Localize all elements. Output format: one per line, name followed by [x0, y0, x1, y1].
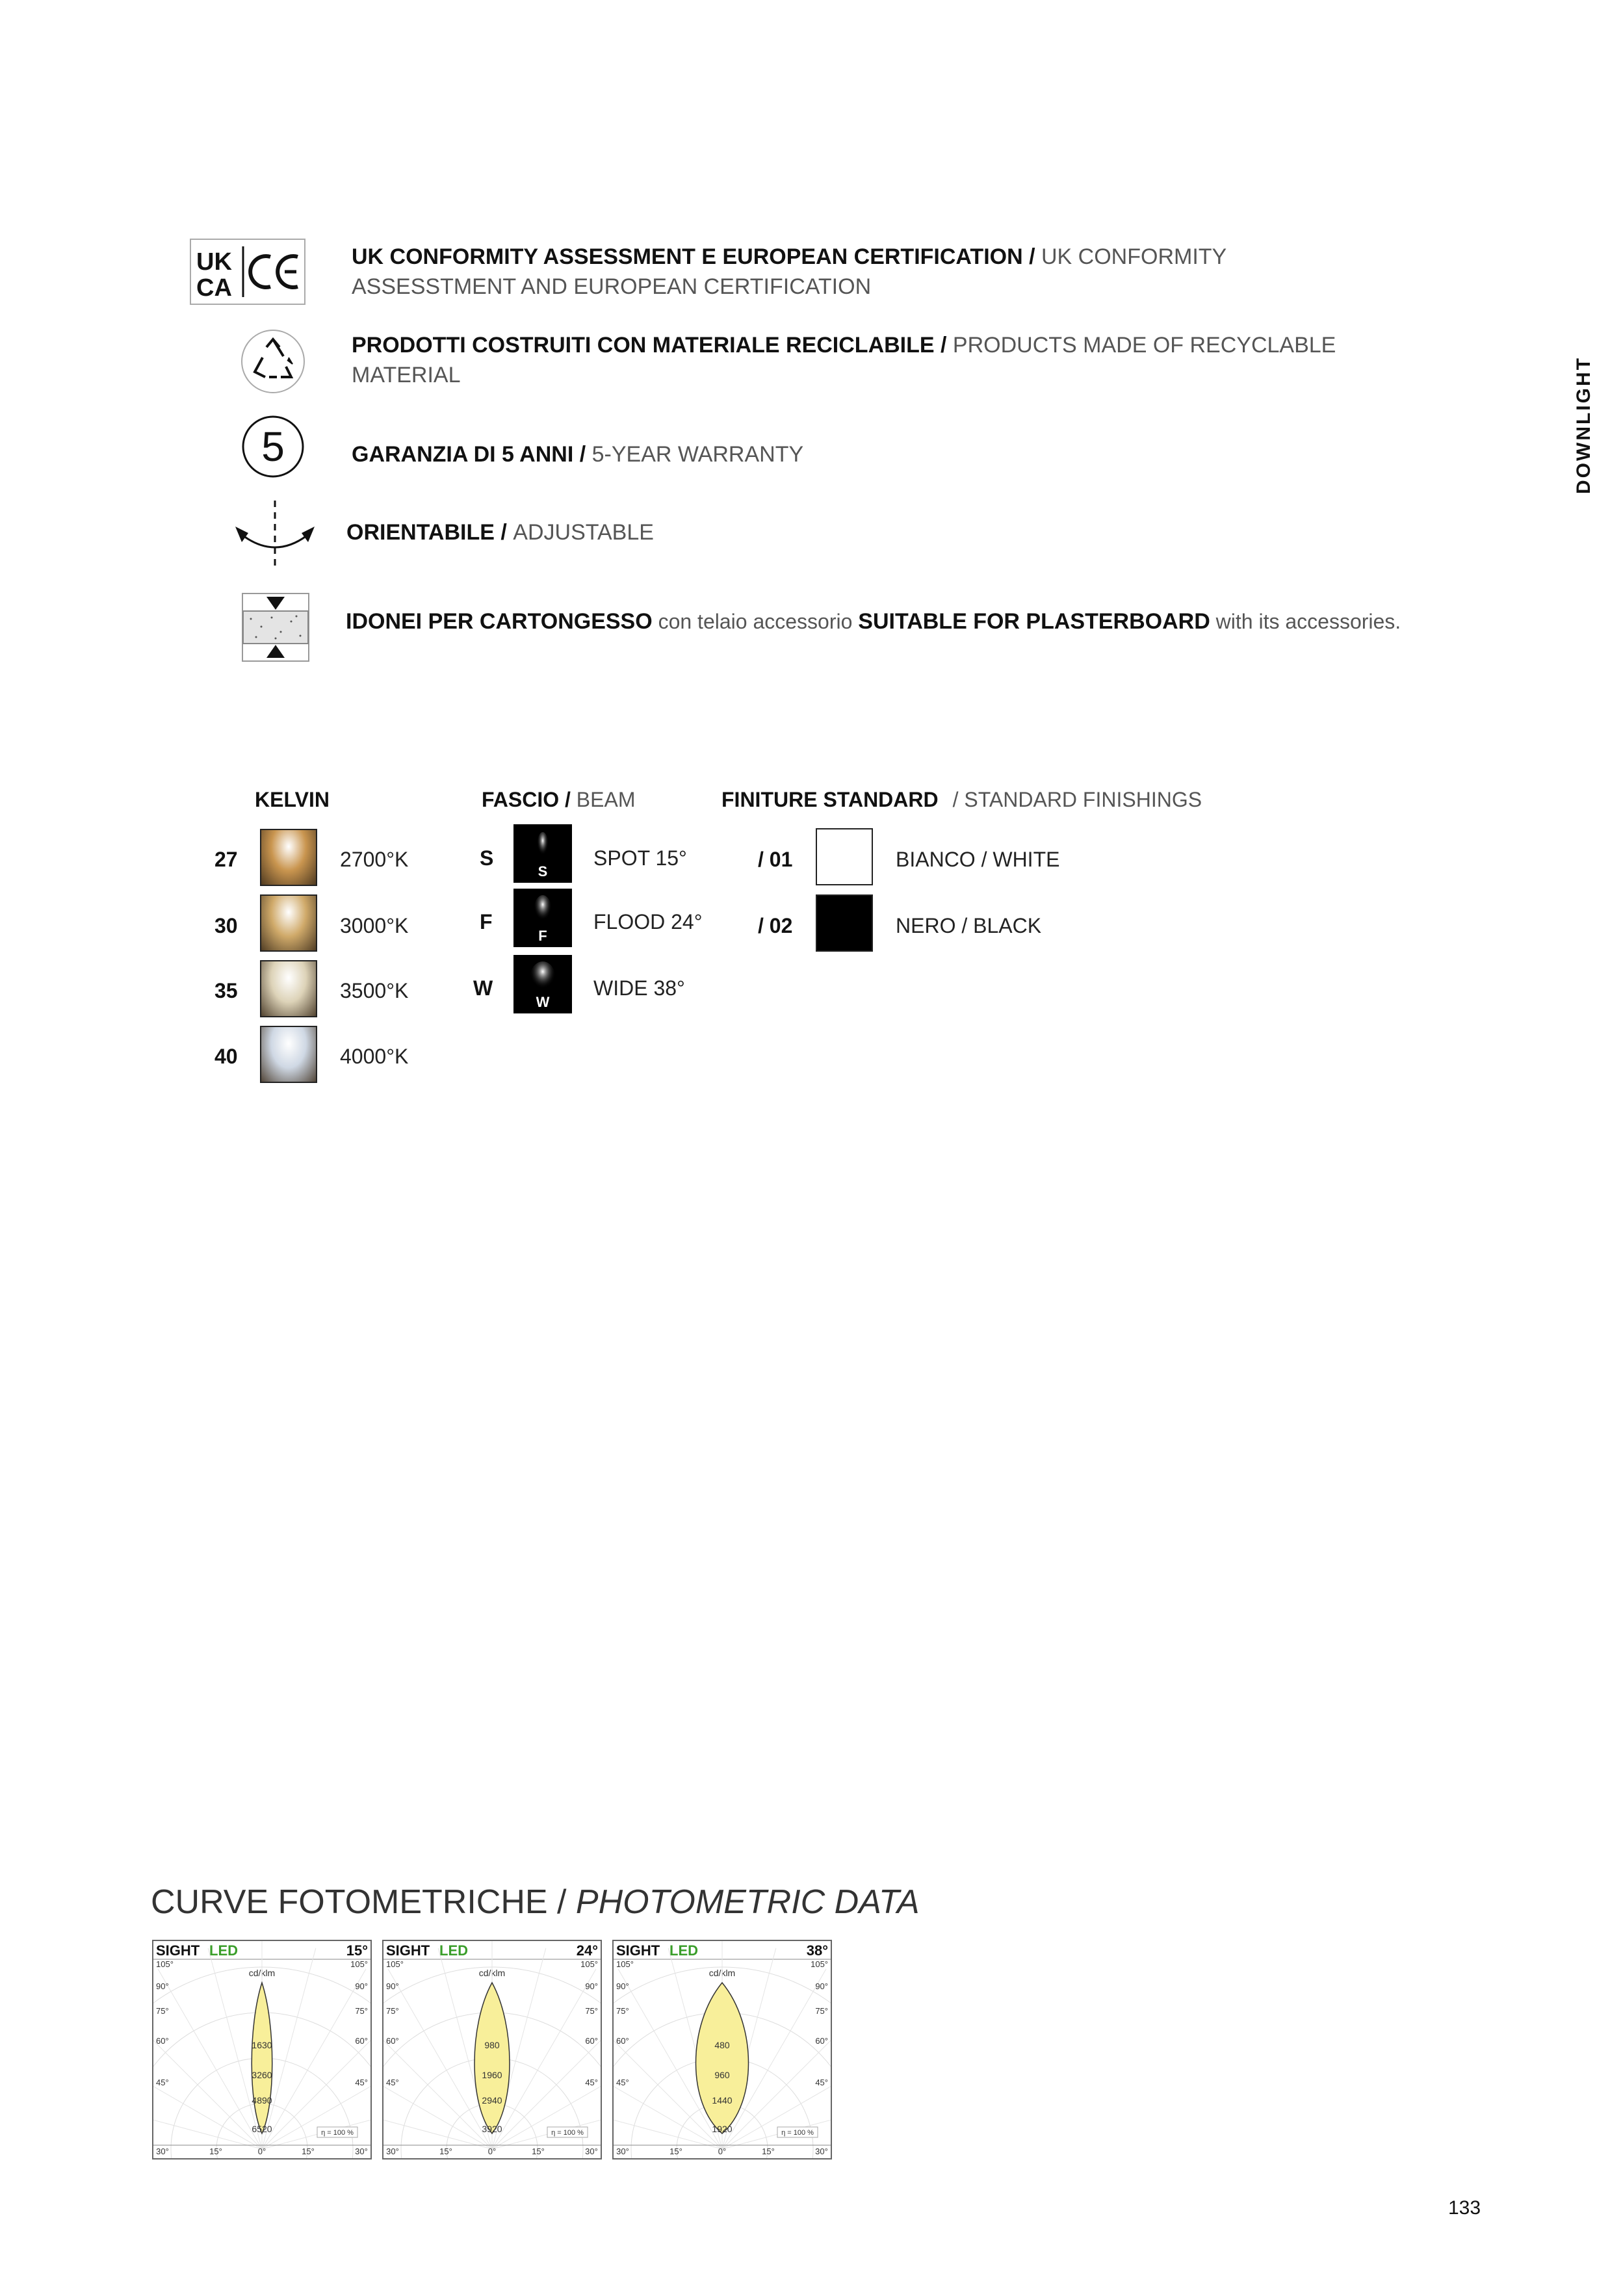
kelvin-code-27: 27	[214, 848, 238, 871]
intensity-value: 1920	[712, 2124, 733, 2134]
intensity-value: 6520	[252, 2124, 272, 2134]
recycle-icon	[240, 329, 305, 394]
panel-angle: 24°	[576, 1942, 598, 1959]
kelvin-header	[255, 788, 330, 812]
angle-label-right: 45°	[815, 2078, 828, 2087]
kelvin-header-label: KELVIN	[255, 788, 330, 811]
beam-header	[482, 788, 635, 812]
finish-code-02: / 02	[758, 914, 793, 937]
cert-plasterboard-small1: con telaio accessorio	[652, 610, 859, 633]
intensity-value: 3920	[482, 2124, 502, 2134]
cert-recycle-text	[352, 330, 1336, 390]
photometric-lobe	[252, 1983, 272, 2133]
angle-label-left: 45°	[386, 2078, 399, 2087]
angle-label-right: 90°	[585, 1981, 598, 1991]
svg-text:UK: UK	[196, 248, 232, 276]
angle-label-left: 105°	[616, 1959, 634, 1969]
beam-wide-icon	[513, 955, 572, 1013]
cert-sep: /	[573, 442, 592, 467]
side-label-downlight: DOWNLIGHT	[1573, 356, 1594, 494]
cert-recycle-light2: MATERIAL	[352, 363, 461, 387]
angle-label-left: 60°	[386, 2036, 399, 2046]
cert-plasterboard-small2: with its accessories.	[1210, 610, 1401, 633]
angle-label-left: 60°	[156, 2036, 169, 2046]
plasterboard-icon	[242, 593, 309, 662]
cert-plasterboard-bold2: SUITABLE FOR PLASTERBOARD	[858, 609, 1210, 634]
kelvin-code-35: 35	[214, 979, 238, 1002]
panel-angle: 38°	[806, 1942, 828, 1959]
cert-ukca-light2: ASSESSTMENT AND EUROPEAN CERTIFICATION	[352, 274, 872, 299]
photometric-title-main: CURVE FOTOMETRICHE /	[151, 1883, 576, 1921]
angle-label-left: 45°	[616, 2078, 629, 2087]
angle-label-bottom: 0°	[257, 2146, 266, 2156]
kelvin-label-2700: 2700°K	[340, 848, 409, 871]
angle-label-right: 45°	[355, 2078, 368, 2087]
finishes-header-bold: FINITURE STANDARD	[721, 788, 939, 811]
angle-label-bottom: 15°	[762, 2146, 775, 2156]
finish-label-black: NERO / BLACK	[896, 914, 1042, 937]
intensity-value: 960	[714, 2070, 730, 2080]
angle-label-left: 90°	[386, 1981, 399, 1991]
photometric-panel-38	[612, 1940, 832, 2159]
finish-label-white: BIANCO / WHITE	[896, 848, 1060, 871]
kelvin-code-40: 40	[214, 1045, 238, 1068]
finish-swatch-white	[816, 828, 873, 885]
angle-label-left: 105°	[386, 1959, 404, 1969]
angle-label-left: 75°	[616, 2006, 629, 2016]
angle-label-bottom: 30°	[156, 2146, 169, 2156]
grid-ray	[383, 2095, 492, 2149]
adjustable-icon	[233, 499, 317, 567]
kelvin-swatch-3500	[260, 960, 317, 1017]
kelvin-swatch-4000	[260, 1026, 317, 1083]
warranty-5-number: 5	[261, 423, 285, 470]
kelvin-label-4000: 4000°K	[340, 1045, 409, 1068]
angle-label-left: 60°	[616, 2036, 629, 2046]
brand-led: LED	[439, 1942, 468, 1959]
cert-adjustable-light: ADJUSTABLE	[513, 520, 654, 545]
beam-flood-icon	[513, 889, 572, 947]
unit-label: cd/klm	[478, 1968, 506, 1978]
angle-label-bottom: 30°	[585, 2146, 598, 2156]
beam-label-spot: SPOT 15°	[593, 846, 687, 870]
beam-label-flood: FLOOD 24°	[593, 910, 703, 933]
finishes-header-light: / STANDARD FINISHINGS	[952, 788, 1202, 811]
brand-led: LED	[669, 1942, 698, 1959]
intensity-value: 4890	[252, 2095, 272, 2106]
cert-warranty-bold: GARANZIA DI 5 ANNI	[352, 442, 574, 467]
efficiency-label: η = 100 %	[551, 2129, 584, 2137]
angle-label-right: 60°	[585, 2036, 598, 2046]
intensity-value: 480	[714, 2040, 730, 2050]
angle-label-left: 75°	[156, 2006, 169, 2016]
beam-code-w: W	[473, 976, 493, 1000]
angle-label-bottom: 15°	[532, 2146, 545, 2156]
brand-led: LED	[209, 1942, 238, 1959]
cert-ukca-bold: UK CONFORMITY ASSESSMENT E EUROPEAN CERTIFICATION	[352, 244, 1023, 269]
finish-code-01: / 01	[758, 848, 793, 871]
cert-warranty-light: 5-YEAR WARRANTY	[591, 442, 804, 467]
grid-ray	[492, 2095, 601, 2149]
intensity-value: 1440	[712, 2095, 733, 2106]
angle-label-right: 75°	[355, 2006, 368, 2016]
kelvin-label-3000: 3000°K	[340, 914, 409, 937]
intensity-value: 1630	[252, 2040, 272, 2050]
angle-label-left: 90°	[616, 1981, 629, 1991]
angle-label-right: 105°	[811, 1959, 828, 1969]
angle-label-bottom: 0°	[718, 2146, 727, 2156]
intensity-value: 980	[484, 2040, 500, 2050]
angle-label-right: 45°	[585, 2078, 598, 2087]
unit-label: cd/klm	[248, 1968, 276, 1978]
warranty-5-icon	[240, 414, 305, 479]
beam-header-light: BEAM	[570, 788, 636, 811]
beam-spot-letter: S	[538, 863, 548, 880]
angle-label-left: 105°	[156, 1959, 174, 1969]
cert-sep: /	[1022, 244, 1041, 269]
angle-label-right: 105°	[350, 1959, 368, 1969]
grid-ray	[153, 2095, 262, 2149]
finish-swatch-black	[816, 894, 873, 952]
beam-label-wide: WIDE 38°	[593, 976, 685, 1000]
photometric-lobe	[696, 1983, 749, 2133]
grid-ray	[158, 1969, 262, 2149]
cert-sep: /	[934, 333, 953, 358]
angle-label-bottom: 0°	[487, 2146, 497, 2156]
grid-ray	[262, 2095, 370, 2149]
angle-label-right: 60°	[815, 2036, 828, 2046]
cert-recycle-bold: PRODOTTI COSTRUITI CON MATERIALE RECICLABILE	[352, 333, 935, 358]
angle-label-bottom: 15°	[209, 2146, 222, 2156]
cert-adjustable-text	[346, 517, 654, 547]
cert-plasterboard-text	[346, 607, 1401, 636]
kelvin-label-3500: 3500°K	[340, 979, 409, 1002]
angle-label-left: 90°	[156, 1981, 169, 1991]
intensity-value: 2940	[482, 2095, 502, 2106]
cert-adjustable-bold: ORIENTABILE	[346, 520, 495, 545]
grid-ray	[262, 1969, 366, 2149]
angle-label-left: 75°	[386, 2006, 399, 2016]
photometric-lobe	[474, 1983, 510, 2133]
grid-ray	[153, 2045, 262, 2149]
photometric-panel-15	[152, 1940, 372, 2159]
intensity-value: 1960	[482, 2070, 502, 2080]
angle-label-bottom: 30°	[616, 2146, 629, 2156]
cert-warranty-text	[352, 439, 803, 469]
angle-label-left: 45°	[156, 2078, 169, 2087]
cert-ukca-text	[352, 242, 1227, 302]
svg-text:CA: CA	[196, 274, 232, 302]
angle-label-right: 75°	[585, 2006, 598, 2016]
brand-sight: SIGHT	[616, 1942, 660, 1959]
angle-label-right: 90°	[815, 1981, 828, 1991]
angle-label-bottom: 15°	[439, 2146, 452, 2156]
efficiency-label: η = 100 %	[781, 2129, 814, 2137]
angle-label-bottom: 15°	[302, 2146, 315, 2156]
angle-label-right: 90°	[355, 1981, 368, 1991]
kelvin-swatch-3000	[260, 894, 317, 952]
angle-label-bottom: 15°	[669, 2146, 682, 2156]
angle-label-bottom: 30°	[815, 2146, 828, 2156]
brand-sight: SIGHT	[386, 1942, 430, 1959]
page-number: 133	[1448, 2197, 1481, 2219]
panel-angle: 15°	[346, 1942, 368, 1959]
angle-label-right: 75°	[815, 2006, 828, 2016]
photometric-title-italic: PHOTOMETRIC DATA	[575, 1883, 920, 1921]
beam-header-bold: FASCIO /	[482, 788, 571, 811]
angle-label-right: 60°	[355, 2036, 368, 2046]
angle-label-bottom: 30°	[386, 2146, 399, 2156]
angle-label-bottom: 30°	[355, 2146, 368, 2156]
beam-flood-letter: F	[538, 928, 547, 944]
photometric-panel-24	[382, 1940, 602, 2159]
kelvin-swatch-2700	[260, 829, 317, 886]
beam-spot-icon	[513, 824, 572, 883]
cert-recycle-light: PRODUCTS MADE OF RECYCLABLE	[952, 333, 1336, 358]
angle-label-right: 105°	[580, 1959, 598, 1969]
cert-ukca-light: UK CONFORMITY	[1041, 244, 1227, 269]
ukca-ce-mark-icon	[190, 239, 305, 305]
beam-code-s: S	[480, 846, 494, 870]
photometric-title	[151, 1883, 920, 1922]
unit-label: cd/klm	[708, 1968, 736, 1978]
kelvin-code-30: 30	[214, 914, 238, 937]
beam-code-f: F	[480, 910, 493, 933]
cert-plasterboard-bold: IDONEI PER CARTONGESSO	[346, 609, 653, 634]
cert-sep: /	[494, 520, 513, 545]
intensity-value: 3260	[252, 2070, 272, 2080]
beam-wide-letter: W	[536, 994, 550, 1010]
brand-sight: SIGHT	[156, 1942, 200, 1959]
finishes-header	[721, 788, 1202, 812]
efficiency-label: η = 100 %	[321, 2129, 354, 2137]
